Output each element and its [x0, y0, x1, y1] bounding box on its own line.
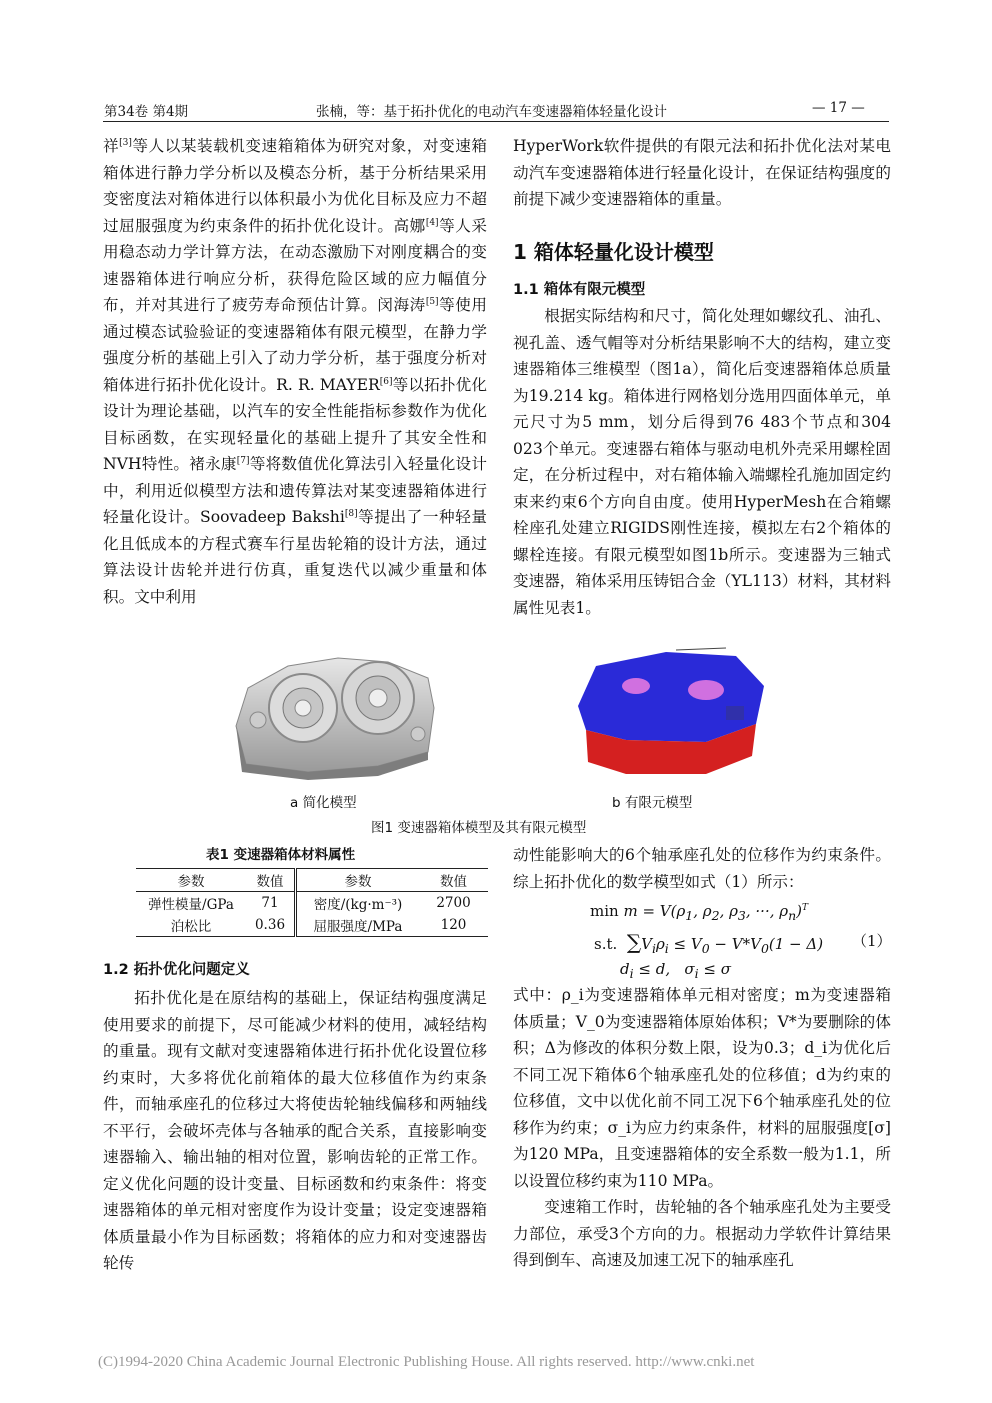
- subsection-heading: 1.1 箱体有限元模型: [513, 282, 646, 298]
- table-cell: 120: [440, 917, 467, 933]
- citation[interactable]: [6]: [379, 376, 393, 387]
- gearbox-render-image: [228, 648, 440, 780]
- figure-sublabel-b: b 有限元模型: [612, 795, 693, 811]
- left-column-top: [103, 133, 487, 610]
- subsection-heading: 1.2 拓扑优化问题定义: [103, 962, 250, 978]
- citation[interactable]: [3]: [119, 138, 132, 148]
- body-paragraph: [103, 133, 487, 610]
- citation[interactable]: [7]: [236, 456, 250, 466]
- right-column-bottom-b: [513, 982, 891, 1274]
- table-caption: 表1 变速器箱体材料属性: [206, 847, 356, 863]
- table-cell: 弹性模量/GPa: [148, 897, 234, 913]
- equation-line-constraint: s.t. $\sum V_i\rho_i \le V_0 - V*V_0(1 - \Delta)$: [594, 930, 824, 956]
- citation[interactable]: [5]: [425, 297, 439, 307]
- table-cell: 2700: [436, 895, 471, 911]
- table-cell: 0.36: [246, 914, 296, 937]
- table-header-cell: 参数: [177, 874, 205, 890]
- body-paragraph: 变速箱工作时，齿轮轴的各个轴承座孔处为主要受力部位，承受3个方向的力。根据动力学软件计算结果得到倒车、高速及加速工况下的轴承座孔: [513, 1198, 891, 1269]
- table-cell: 泊松比: [170, 919, 212, 935]
- citation[interactable]: [8]: [344, 509, 358, 519]
- text-run: 等使用通过模态试验验证的变速器箱体有限元模型，在静力学强度分析的基础上引入了动力学分析，基于强度分析对箱体进行拓扑优化设计。R. R. MAYER: [103, 296, 487, 394]
- equation-line-objective: $\min m = V(\rho_1$, $\rho_2$, $\rho_3$, ···, $\rho_n)^T$: [590, 902, 809, 923]
- body-paragraph: 式中：ρ_i为变速器箱体单元相对密度；m为变速器箱体质量；V_0为变速器箱体原始体积；V*为要删除的体积；Δ为修改的体积分数上限，设为0.3；d_i为优化后不同工况下箱体6个轴承座孔处的位移值；d为约束的位移值，文中以优化前不同工况下6个轴承座孔处的位移作为约束；σ_i为应力约束条件，材料的屈服强度[σ]为120 MPa，且变速器箱体的安全系数一般为1.1，所以设置位移约束为110 MPa。: [513, 986, 891, 1190]
- right-column-bottom-a: [513, 842, 891, 895]
- text-run: 等人以某装载机变速箱箱体为研究对象，对变速箱箱体进行静力学分析以及模态分析，基于分析结果采用变密度法对箱体进行以体积最小为优化目标及应力不超过屈服强度为约束条件的拓扑优化设计。高娜: [103, 137, 487, 235]
- text-run: 祥: [103, 137, 120, 155]
- figure-simplified-model: [228, 648, 440, 780]
- table-header-cell: 数值: [440, 874, 467, 890]
- material-properties-table: [136, 868, 488, 937]
- left-column-bottom: [103, 957, 487, 1277]
- fe-mesh-image: [556, 646, 786, 784]
- table-header-cell: 数值: [246, 869, 296, 892]
- running-title: 张楠，等：基于拓扑优化的电动汽车变速器箱体轻量化设计: [316, 104, 667, 120]
- equation-line-bounds: $d_i \le d$, $\sigma_i \le \sigma$: [620, 960, 731, 981]
- citation[interactable]: [4]: [425, 217, 439, 228]
- table-cell: 屈服强度/MPa: [313, 919, 403, 935]
- body-paragraph: 拓扑优化是在原结构的基础上，保证结构强度满足使用要求的前提下，尽可能减少材料的使用，减轻结构的重量。现有文献对变速器箱体进行拓扑优化设置位移约束时，大多将优化前箱体的最大位移值作为约束条件，而轴承座孔的位移过大将使齿轮轴线偏移和两轴线不平行，会破坏壳体与各轴承的配合关系，直接影响变速器输入、输出轴的相对位置，影响齿轮的正常工作。定义优化问题的设计变量、目标函数和约束条件：将变速器箱体的单元相对密度作为设计变量；设定变速器箱体质量最小作为目标函数；将箱体的应力和对变速器齿轮传: [103, 989, 487, 1272]
- right-column-top: [513, 133, 891, 621]
- copyright-footer: (C)1994-2020 China Academic Journal Electronic Publishing House. All rights reserved. http://www.cnki.net: [98, 1354, 755, 1370]
- table-cell: 71: [246, 892, 296, 915]
- text-run: 等以拓扑优化设计为理论基础，以汽车的安全性能指标参数作为优化目标函数，在实现轻量化的基础上提升了其安全性和NVH特性。褚永康: [103, 375, 487, 473]
- table-header-cell: 参数: [344, 874, 372, 890]
- table-row: [136, 914, 488, 937]
- figure-fe-model: [556, 646, 786, 784]
- body-paragraph: HyperWork软件提供的有限元法和拓扑优化法对某电动汽车变速器箱体进行轻量化设计，在保证结构强度的前提下减少变速器箱体的重量。: [513, 137, 891, 208]
- table-header-row: [136, 869, 488, 892]
- page-number: — 17 —: [812, 100, 865, 116]
- text-run: 等人采用稳态动力学计算方法，在动态激励下对刚度耦合的变速器箱体进行响应分析，获得危险区域的应力幅值分布，并对其进行了疲劳寿命预估计算。闵海涛: [103, 216, 487, 314]
- equation-number: （1）: [852, 932, 892, 950]
- section-heading: 1 箱体轻量化设计模型: [513, 239, 714, 264]
- figure-sublabel-a: a 简化模型: [290, 795, 357, 811]
- journal-issue: 第34卷 第4期: [104, 104, 189, 120]
- table-cell: 密度/(kg·m⁻³): [313, 897, 403, 913]
- text-run: 等提出了一种轻量化且低成本的方程式赛车行星齿轮箱的设计方法，通过算法设计齿轮并进行仿真，重复迭代以减少重量和体积。文中利用: [103, 508, 487, 606]
- text-run: 等将数值优化算法引入轻量化设计中，利用近似模型方法和遗传算法对某变速器箱体进行轻量化设计。Soovadeep Bakshi: [103, 455, 487, 526]
- figure-caption: 图1 变速器箱体模型及其有限元模型: [371, 820, 587, 836]
- header-rule: [103, 121, 889, 122]
- table-row: [136, 892, 488, 915]
- body-paragraph: 动性能影响大的6个轴承座孔处的位移作为约束条件。综上拓扑优化的数学模型如式（1）所示：: [513, 846, 891, 891]
- body-paragraph: 根据实际结构和尺寸，简化处理如螺纹孔、油孔、视孔盖、透气帽等对分析结果影响不大的结构，建立变速器箱体三维模型（图1a），简化后变速器箱体总质量为19.214 kg。箱体进行网格划分选用四面体单元，单元尺寸为5 mm，划分后得到76 483个节点和304 023个单元。变速器右箱体与驱动电机外壳采用螺栓固定，在分析过程中，对右箱体输入端螺栓孔施加固定约束来约束6个方向自由度。使用HyperMesh在合箱螺栓座孔处建立RIGIDS刚性连接，模拟左右2个箱体的螺栓连接。有限元模型如图1b所示。变速器为三轴式变速器，箱体采用压铸铝合金（YL113）材料，其材料属性见表1。: [513, 307, 891, 617]
